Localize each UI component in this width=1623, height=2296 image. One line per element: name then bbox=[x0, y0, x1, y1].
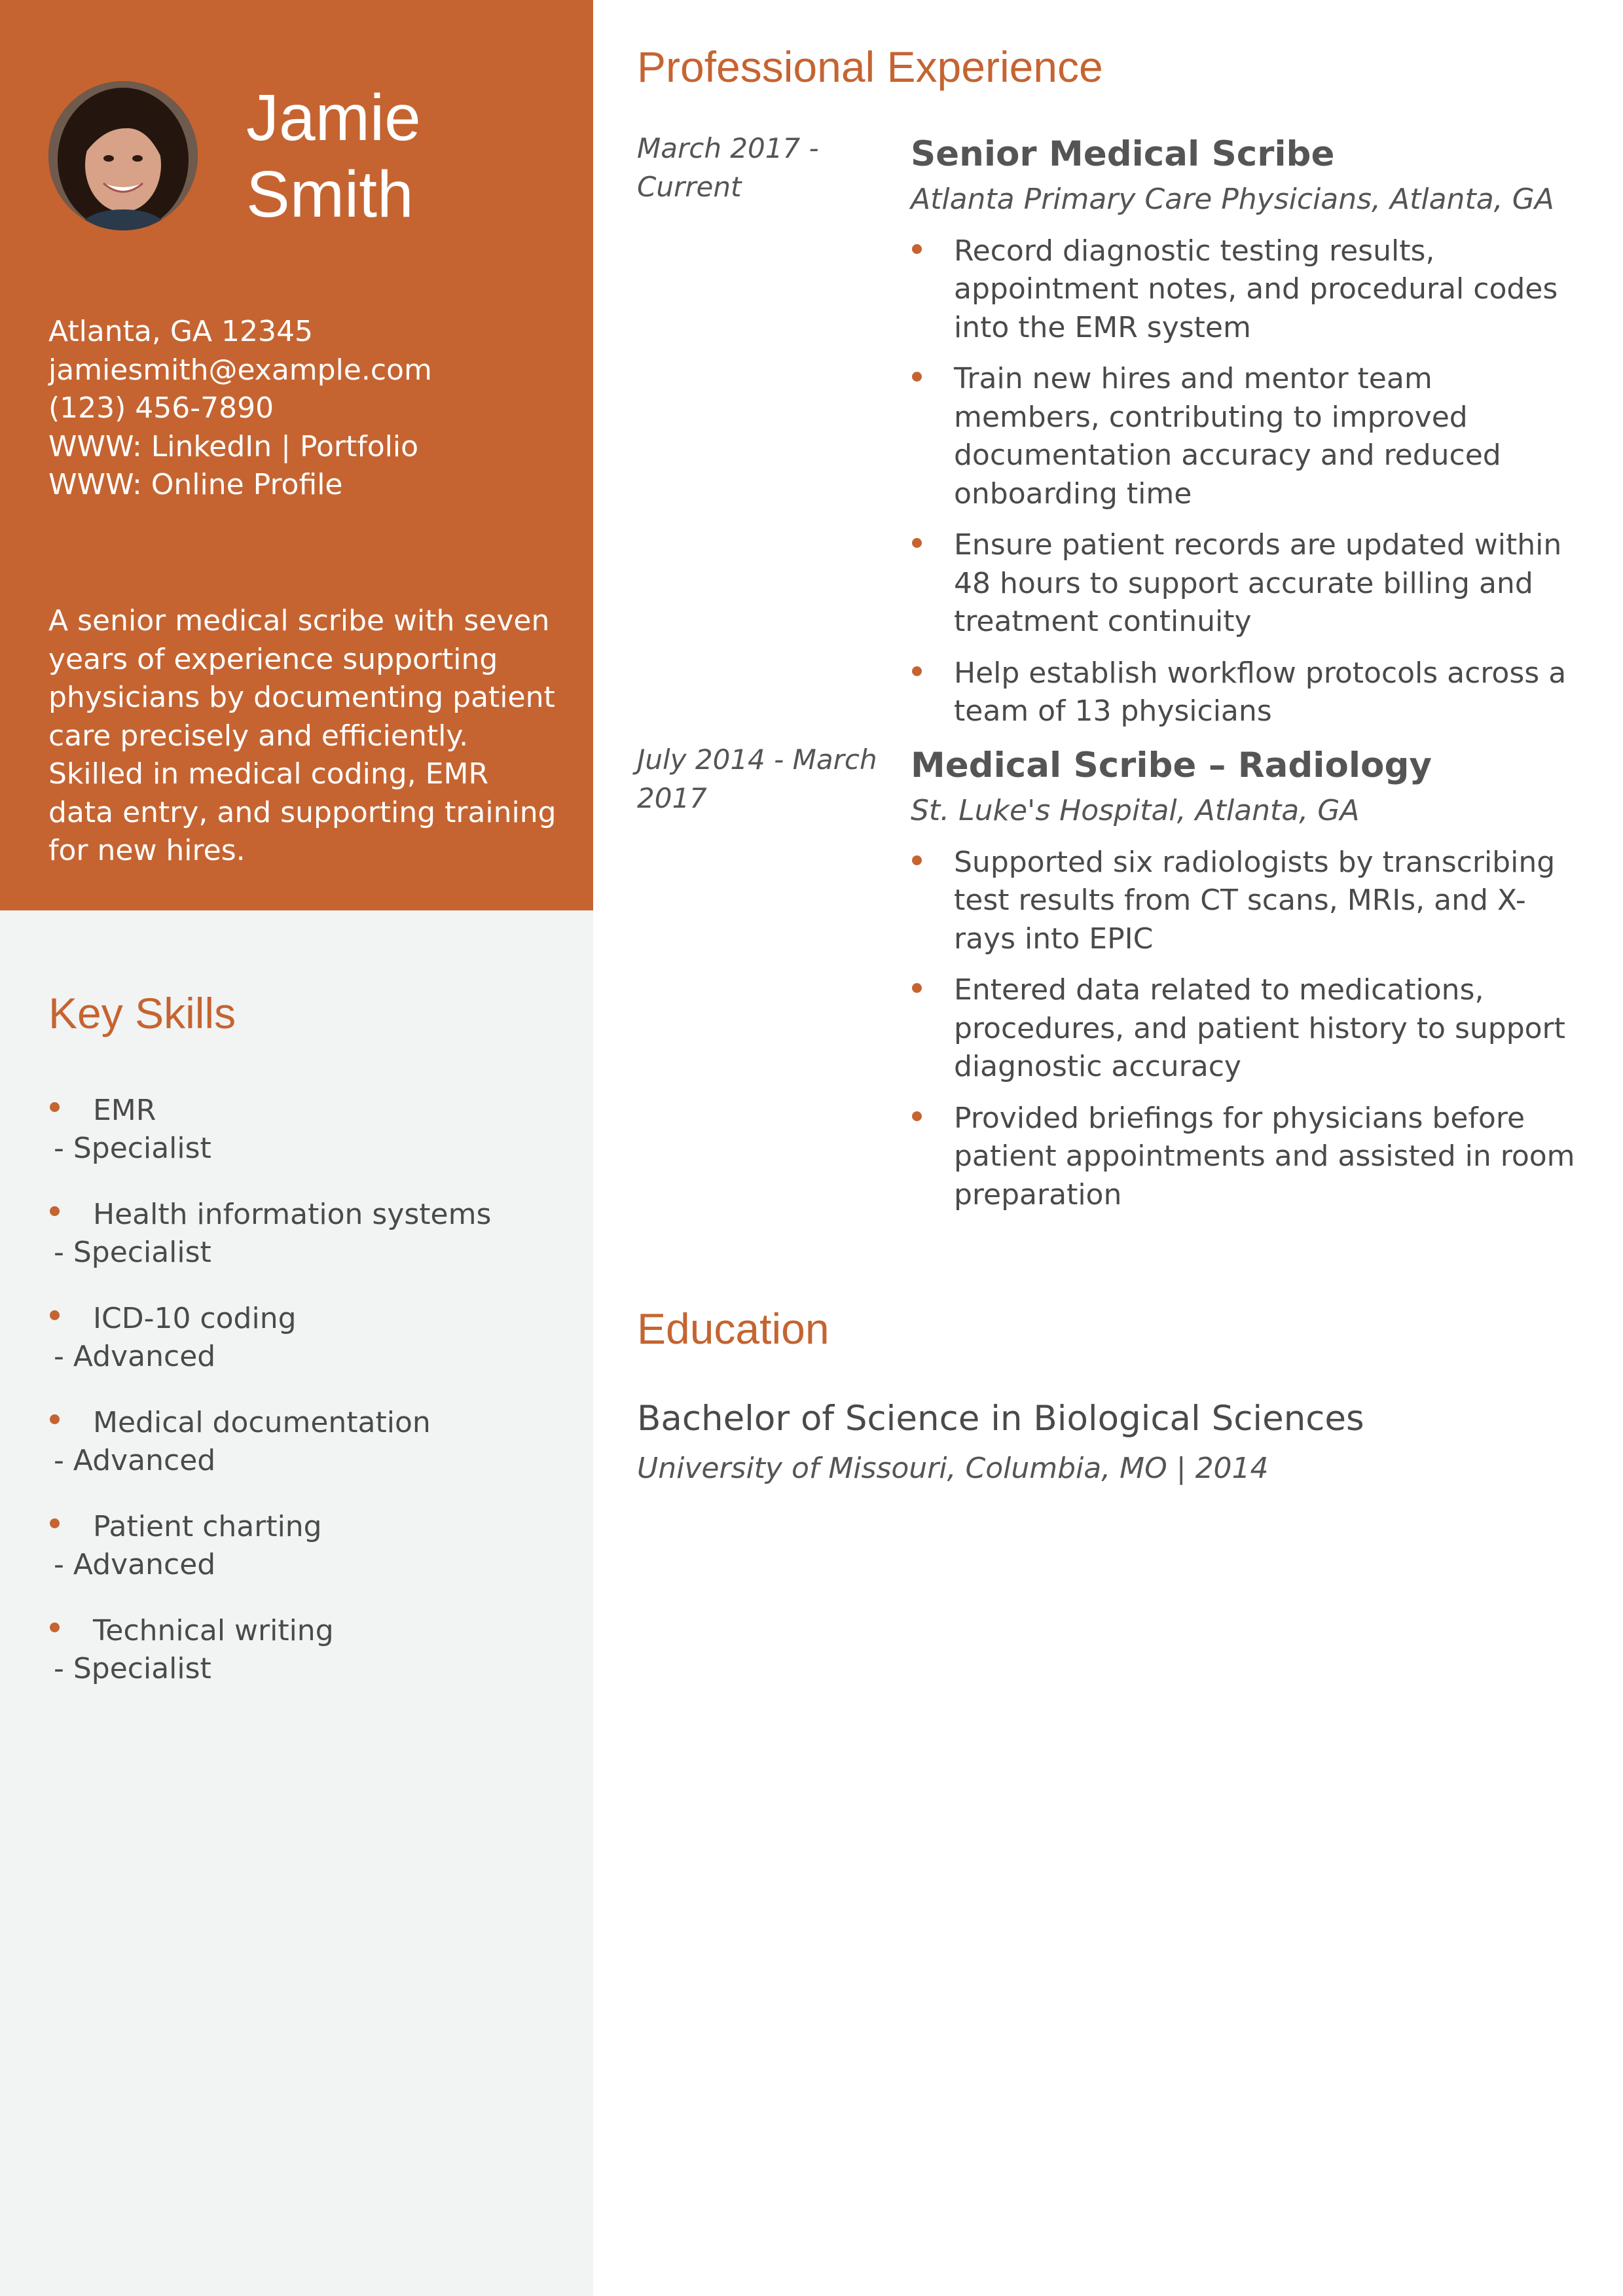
avatar bbox=[48, 81, 198, 230]
address: Atlanta, GA 12345 bbox=[48, 315, 313, 348]
bullet-dot-icon bbox=[50, 1102, 60, 1112]
bullet-dot-icon bbox=[912, 1111, 922, 1121]
bullet-dot-icon bbox=[50, 1414, 60, 1424]
bullet-dot-icon bbox=[912, 983, 922, 993]
education-school: University of Missouri, Columbia, MO | 2014 bbox=[637, 1452, 1269, 1485]
bullet-text: Record diagnostic testing results, appointment notes, and procedural codes into the EMR system bbox=[954, 234, 1558, 344]
linkedin-link[interactable]: LinkedIn bbox=[151, 429, 272, 463]
job-dates: July 2014 - March 2017 bbox=[637, 744, 877, 814]
last-name: Smith bbox=[246, 158, 414, 231]
job-details bbox=[911, 741, 1585, 1227]
bullet-dot-icon bbox=[50, 1518, 60, 1528]
job-dates: March 2017 - Current bbox=[637, 132, 819, 203]
bullet-dot-icon bbox=[50, 1623, 60, 1632]
link-separator: | bbox=[281, 429, 291, 463]
profile-summary: A senior medical scribe with seven years of experience supporting physicians by documenting patient care precisely and efficiently. Skilled in medical coding, EMR data entry, and supporting training for new hires. bbox=[48, 604, 556, 867]
skill-name: Medical documentation bbox=[93, 1406, 431, 1439]
job-title: Senior Medical Scribe bbox=[911, 134, 1335, 174]
bullet-dot-icon bbox=[50, 1206, 60, 1216]
phone: (123) 456-7890 bbox=[48, 391, 274, 425]
bullet-dot-icon bbox=[912, 666, 922, 676]
skill-item bbox=[48, 1612, 572, 1716]
skill-item bbox=[48, 1404, 572, 1508]
bullet-text: Entered data related to medications, procedures, and patient history to support diagnostic accuracy bbox=[954, 973, 1565, 1083]
skills-list bbox=[48, 1092, 572, 1716]
job-bullet bbox=[911, 844, 1585, 959]
experience-heading: Professional Experience bbox=[637, 43, 1103, 91]
skill-name: ICD-10 coding bbox=[93, 1302, 297, 1335]
bullet-text: Train new hires and mentor team members, contributing to improved documentation accuracy and reduced onboarding time bbox=[954, 362, 1501, 511]
bullet-dot-icon bbox=[912, 855, 922, 865]
www-links-row bbox=[48, 428, 572, 467]
www-label: WWW: bbox=[48, 429, 142, 463]
online-profile-link[interactable]: Online Profile bbox=[151, 468, 343, 501]
bullet-dot-icon bbox=[912, 538, 922, 548]
job-bullet bbox=[911, 526, 1585, 641]
job-bullet bbox=[911, 655, 1585, 731]
skill-item bbox=[48, 1196, 572, 1300]
bullet-dot-icon bbox=[912, 244, 922, 254]
bullet-text: Help establish workflow protocols across a team of 13 physicians bbox=[954, 656, 1567, 728]
skill-level: - Advanced bbox=[54, 1548, 216, 1581]
skill-name: Technical writing bbox=[93, 1614, 334, 1647]
job-details bbox=[911, 130, 1585, 744]
sidebar bbox=[0, 0, 593, 2296]
skill-item bbox=[48, 1300, 572, 1404]
key-skills-heading: Key Skills bbox=[48, 989, 236, 1037]
education-heading: Education bbox=[637, 1304, 830, 1353]
www-profile-row bbox=[48, 466, 572, 505]
skill-item bbox=[48, 1092, 572, 1196]
education-degree: Bachelor of Science in Biological Sciences bbox=[637, 1399, 1364, 1439]
job-bullet bbox=[911, 1100, 1585, 1215]
bullet-text: Supported six radiologists by transcribing test results from CT scans, MRIs, and X-rays into EPIC bbox=[954, 845, 1556, 956]
skill-level: - Specialist bbox=[54, 1132, 211, 1165]
bullet-dot-icon bbox=[912, 372, 922, 382]
job-bullet bbox=[911, 971, 1585, 1086]
portfolio-link[interactable]: Portfolio bbox=[300, 429, 419, 463]
contact-info bbox=[48, 313, 572, 505]
bullet-text: Provided briefings for physicians before patient appointments and assisted in room preparation bbox=[954, 1101, 1575, 1211]
job-company: Atlanta Primary Care Physicians, Atlanta, GA bbox=[911, 183, 1554, 216]
bullet-dot-icon bbox=[50, 1310, 60, 1320]
skill-level: - Specialist bbox=[54, 1652, 211, 1685]
skill-level: - Specialist bbox=[54, 1236, 211, 1269]
job-company: St. Luke's Hospital, Atlanta, GA bbox=[911, 794, 1360, 827]
job-bullet bbox=[911, 360, 1585, 513]
job-bullets bbox=[911, 844, 1585, 1215]
skill-item bbox=[48, 1508, 572, 1612]
sidebar-header bbox=[0, 0, 593, 910]
job-bullet bbox=[911, 232, 1585, 348]
email[interactable]: jamiesmith@example.com bbox=[48, 353, 432, 387]
www-label: WWW: bbox=[48, 468, 142, 501]
job-title: Medical Scribe – Radiology bbox=[911, 745, 1432, 785]
candidate-name bbox=[246, 80, 574, 233]
bullet-text: Ensure patient records are updated within 48 hours to support accurate billing and treatment continuity bbox=[954, 528, 1562, 638]
skill-level: - Advanced bbox=[54, 1444, 216, 1477]
avatar-photo bbox=[48, 81, 198, 230]
skill-level: - Advanced bbox=[54, 1340, 216, 1373]
skill-name: EMR bbox=[93, 1094, 156, 1127]
job-bullets bbox=[911, 232, 1585, 731]
skill-name: Patient charting bbox=[93, 1510, 322, 1543]
first-name: Jamie bbox=[246, 81, 421, 154]
skill-name: Health information systems bbox=[93, 1198, 492, 1231]
